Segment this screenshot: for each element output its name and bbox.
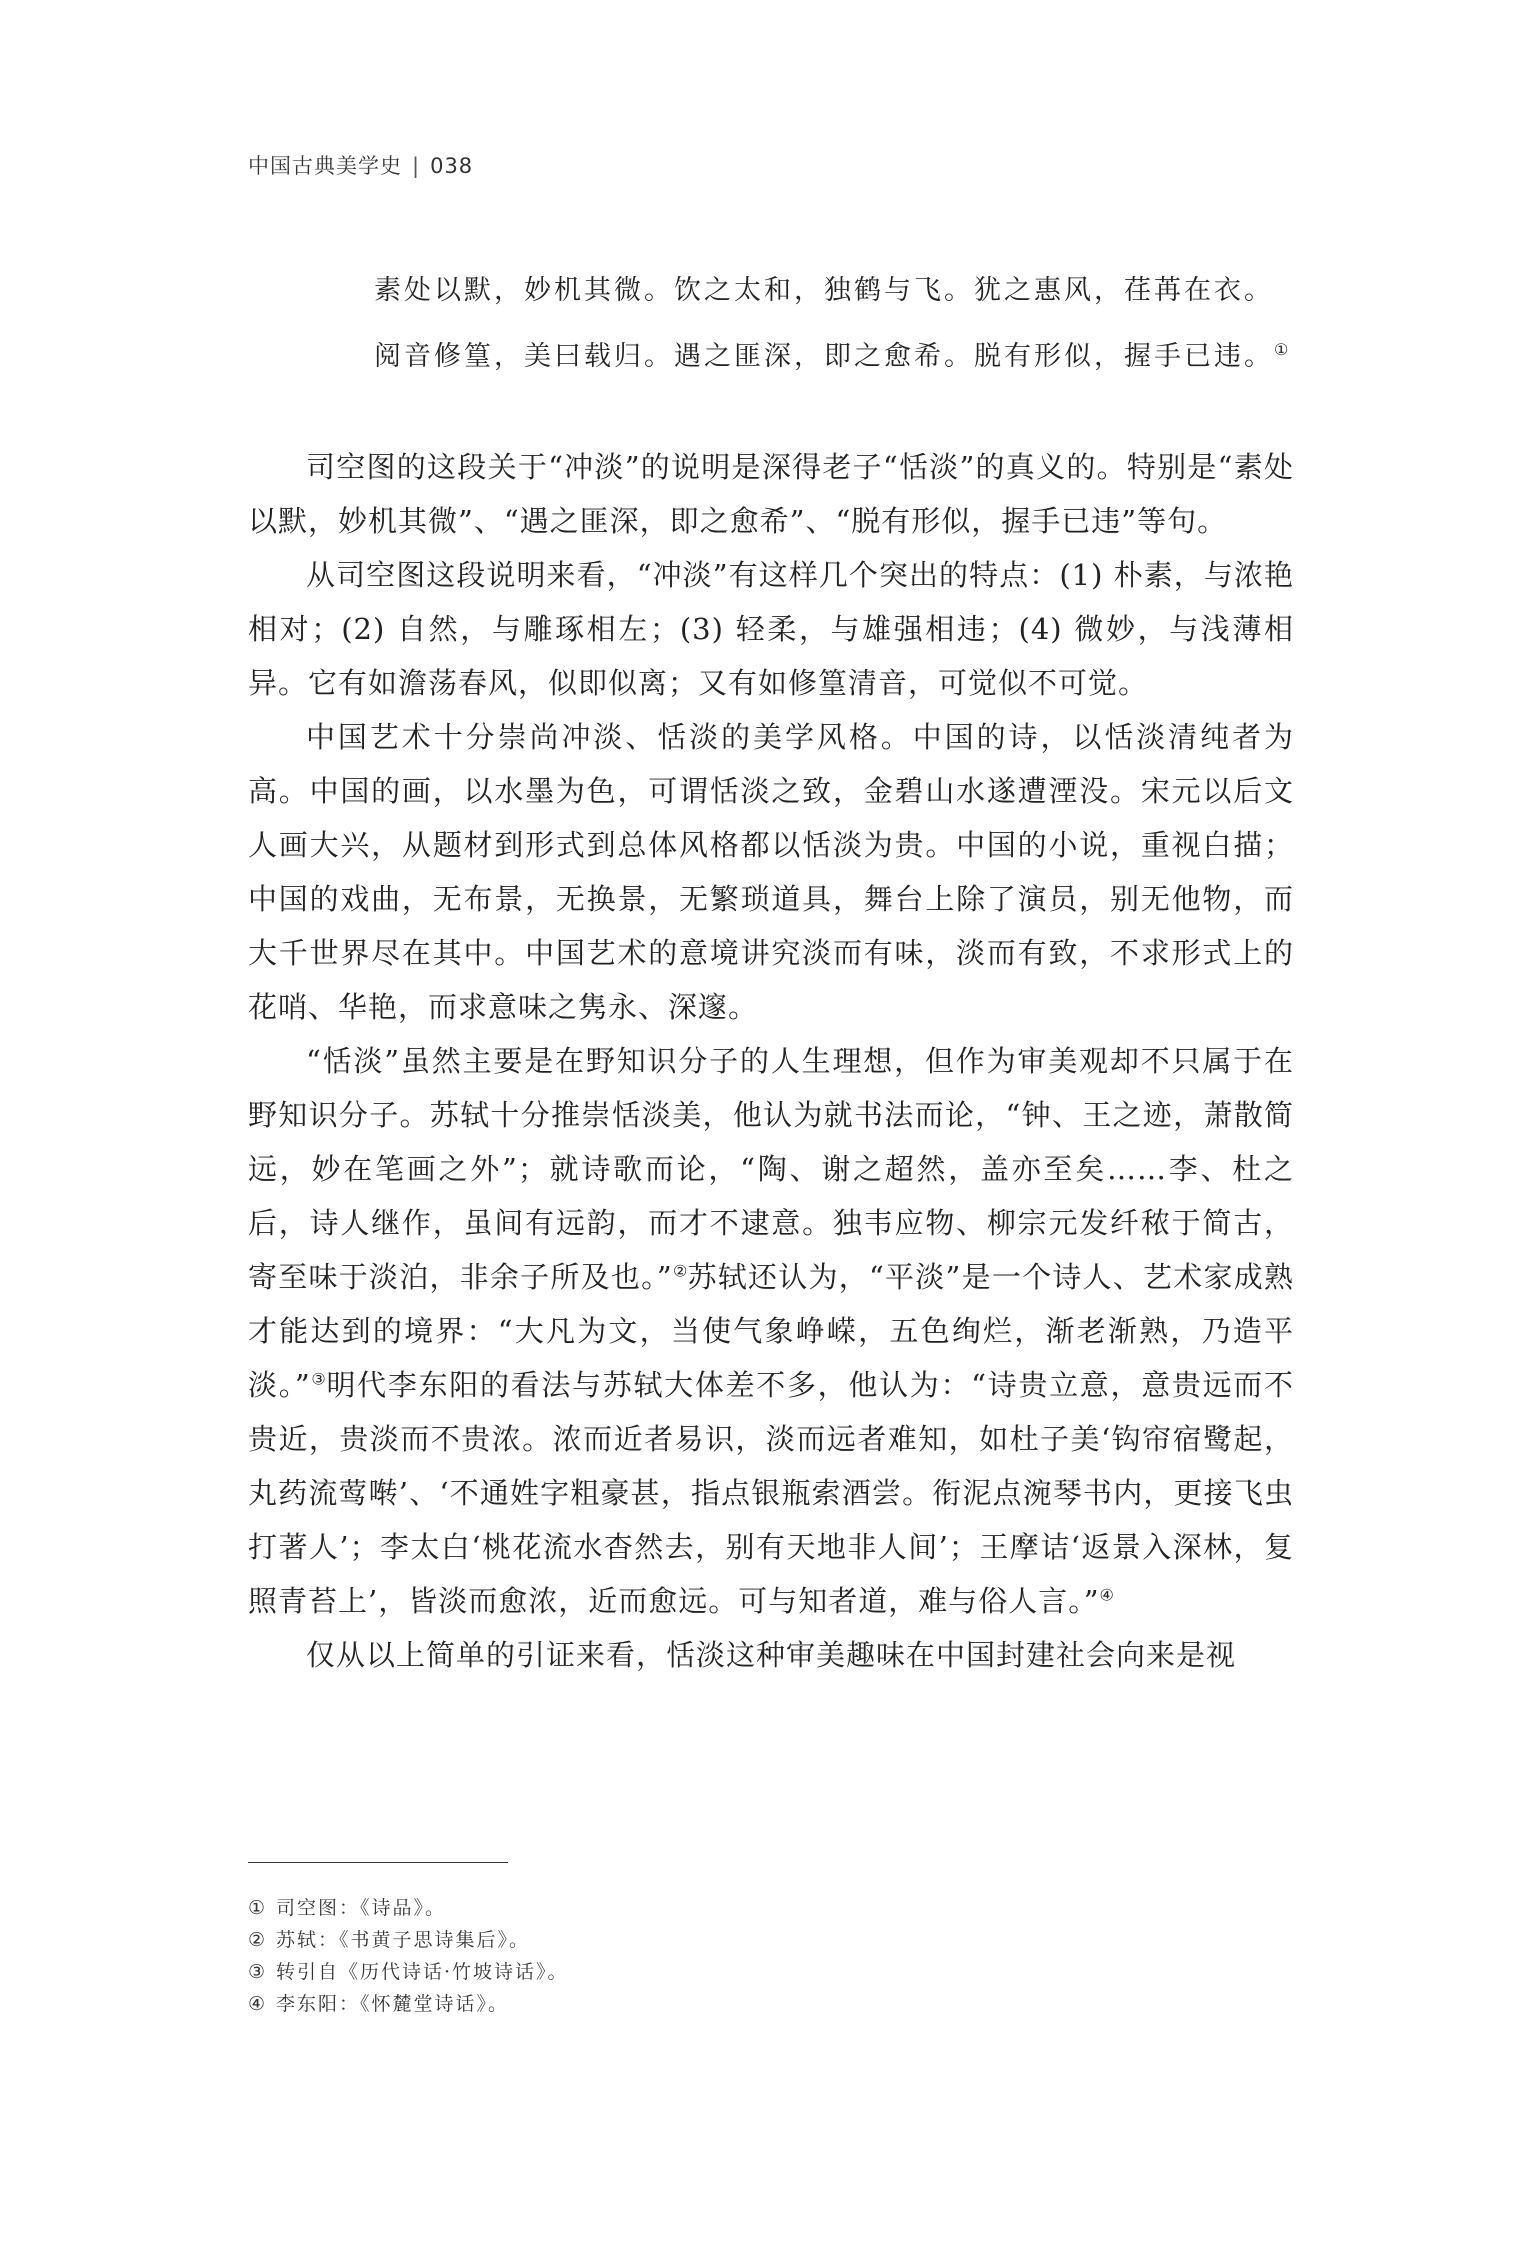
footnote-ref: ④: [1099, 1585, 1114, 1605]
footnote-ref: ②: [672, 1261, 688, 1281]
paragraph-text: “恬淡”虽然主要是在野知识分子的人生理想，但作为审美观却不只属于在野知识分子。苏轼十分推崇恬淡美，他认为就书法而论，“钟、王之迹，萧散简远，妙在笔画之外”；就诗歌而论，“陶、谢之超然，盖亦至矣……李、杜之后，诗人继作，虽间有远韵，而才不逮意。独韦应物、柳宗元发纤秾于简古，寄至味于淡泊，非余子所及也。”: [248, 1044, 1294, 1294]
footnote-item: [248, 1924, 1294, 1956]
quote-line: [374, 324, 1294, 390]
footnote-ref: ①: [1274, 340, 1289, 359]
footnote-mark: ②: [248, 1929, 268, 1951]
footnote-text: 转引自《历代诗话·竹坡诗话》。: [276, 1961, 569, 1983]
footnotes: [248, 1892, 1294, 2020]
footnote-item: [248, 1956, 1294, 1988]
paragraph: 从司空图这段说明来看，“冲淡”有这样几个突出的特点：(1) 朴素，与浓艳相对；(2) 自然，与雕琢相左；(3) 轻柔，与雄强相违；(4) 微妙，与浅薄相异。它有如澹荡春风，似即似离；又有如修篁清音，可觉似不可觉。: [248, 558, 1294, 700]
page-number: 038: [430, 154, 474, 178]
footnote-mark: ④: [248, 1993, 268, 2015]
paragraph: 中国艺术十分崇尚冲淡、恬淡的美学风格。中国的诗，以恬淡清纯者为高。中国的画，以水墨为色，可谓恬淡之致，金碧山水遂遭湮没。宋元以后文人画大兴，从题材到形式到总体风格都以恬淡为贵。中国的小说，重视白描；中国的戏曲，无布景，无换景，无繁琐道具，舞台上除了演员，别无他物，而大千世界尽在其中。中国艺术的意境讲究淡而有味，淡而有致，不求形式上的花哨、华艳，而求意味之隽永、深邃。: [248, 720, 1294, 1024]
footnote-mark: ①: [248, 1897, 268, 1919]
paragraph-text: 明代李东阳的看法与苏轼大体差不多，他认为：“诗贵立意，意贵远而不贵近，贵淡而不贵浓。浓而近者易识，淡而远者难知，如杜子美‘钩帘宿鹭起，丸药流莺啭’、‘不通姓字粗豪甚，指点银瓶索酒尝。衔泥点涴琴书内，更接飞虫打著人’；李太白‘桃花流水杳然去，别有天地非人间’；王摩诘‘返景入深林，复照青苔上’，皆淡而愈浓，近而愈远。可与知者道，难与俗人言。”: [248, 1368, 1295, 1618]
header-separator: |: [412, 154, 421, 178]
running-header: [248, 150, 473, 180]
quote-line-text: 阅音修篁，美曰载归。遇之匪深，即之愈希。脱有形似，握手已违。: [374, 341, 1274, 372]
block-quotation: [374, 258, 1294, 390]
quote-line: 素处以默，妙机其微。饮之太和，独鹤与飞。犹之惠风，荏苒在衣。: [374, 275, 1274, 306]
footnote-rule: [248, 1862, 508, 1863]
footnote-item: [248, 1988, 1294, 2020]
paragraph-text: 苏轼还认为，“平淡”是一个诗人、艺术家成熟才能达到的境界：“大凡为文，当使气象峥嵘，五色绚烂，渐老渐熟，乃造平淡。”: [248, 1260, 1295, 1402]
footnote-text: 李东阳：《怀麓堂诗话》。: [276, 1993, 510, 2015]
footnote-text: 司空图：《诗品》。: [276, 1897, 447, 1919]
paragraph: [248, 1034, 1294, 1628]
footnote-text: 苏轼：《书黄子思诗集后》。: [276, 1929, 531, 1951]
footnote-mark: ③: [248, 1961, 268, 1983]
footnote-item: [248, 1892, 1294, 1924]
body-text: [248, 440, 1294, 1682]
paragraph: 司空图的这段关于“冲淡”的说明是深得老子“恬淡”的真义的。特别是“素处以默，妙机其微”、“遇之匪深，即之愈希”、“脱有形似，握手已违”等句。: [248, 450, 1294, 538]
book-title: 中国古典美学史: [248, 154, 402, 178]
paragraph: 仅从以上简单的引证来看，恬淡这种审美趣味在中国封建社会向来是视: [306, 1638, 1237, 1672]
footnote-ref: ③: [310, 1369, 327, 1389]
